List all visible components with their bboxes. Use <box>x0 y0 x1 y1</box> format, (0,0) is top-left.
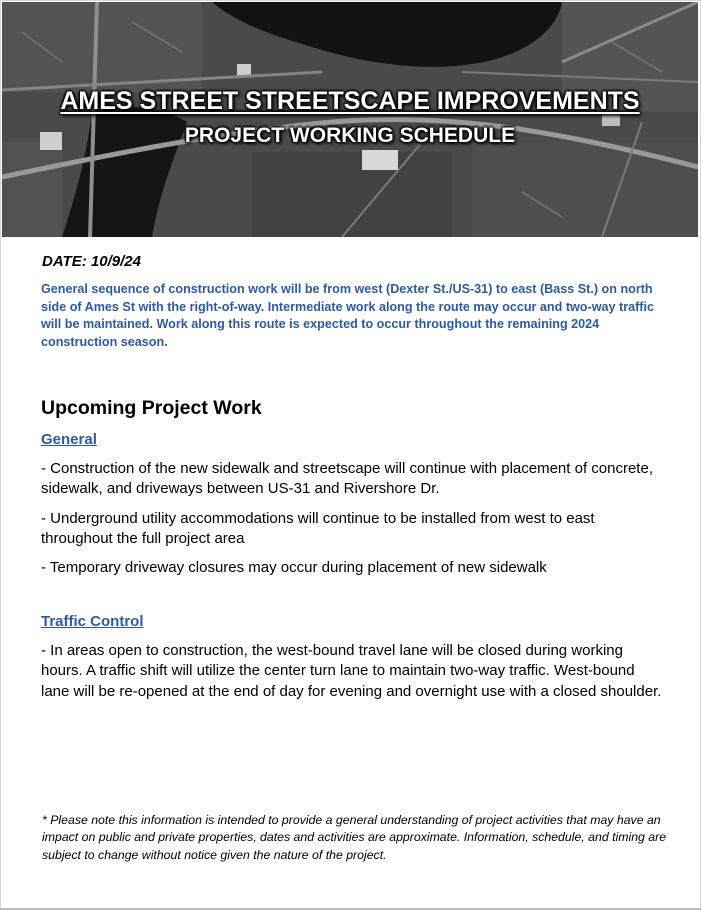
aerial-map-image <box>2 2 698 237</box>
general-item-1: - Construction of the new sidewalk and streetscape will continue with placement of concrete, sidewalk, and driveways between US-31 and Rivershore Dr. <box>41 460 653 498</box>
page-title: AMES STREET STREETSCAPE IMPROVEMENTS <box>60 87 640 115</box>
general-item-3: - Temporary driveway closures may occur during placement of new sidewalk <box>41 559 547 576</box>
general-heading: General <box>41 431 97 448</box>
traffic-control-heading: Traffic Control <box>41 613 144 630</box>
upcoming-work-heading: Upcoming Project Work <box>41 397 262 419</box>
header-banner <box>2 2 698 237</box>
general-item-2: - Underground utility accommodations will continue to be installed from west to east throughout the full project area <box>41 510 595 548</box>
traffic-control-item-1: - In areas open to construction, the west-bound travel lane will be closed during working hours. A traffic shift will utilize the center turn lane to maintain two-way traffic. West-bound lane will be re-opened at the end of day for evening and overnight use with a closed shoulder. <box>41 642 662 700</box>
footnote: * Please note this information is intended to provide a general understanding of project activities that may have an impact on public and private properties, dates and activities are approximate. Information, schedule, and timing are subject to change without notice given the nature of the project. <box>42 813 667 862</box>
intro-paragraph: General sequence of construction work will be from west (Dexter St./US-31) to east (Bass St.) on north side of Ames St with the right-of-way. Intermediate work along the route may occur and two-way traffic will be maintained. Work along this route is expected to occur throughout the remaining 2024 construction season. <box>41 282 654 349</box>
page-subtitle: PROJECT WORKING SCHEDULE <box>184 124 516 147</box>
date-line: DATE: 10/9/24 <box>42 253 141 270</box>
